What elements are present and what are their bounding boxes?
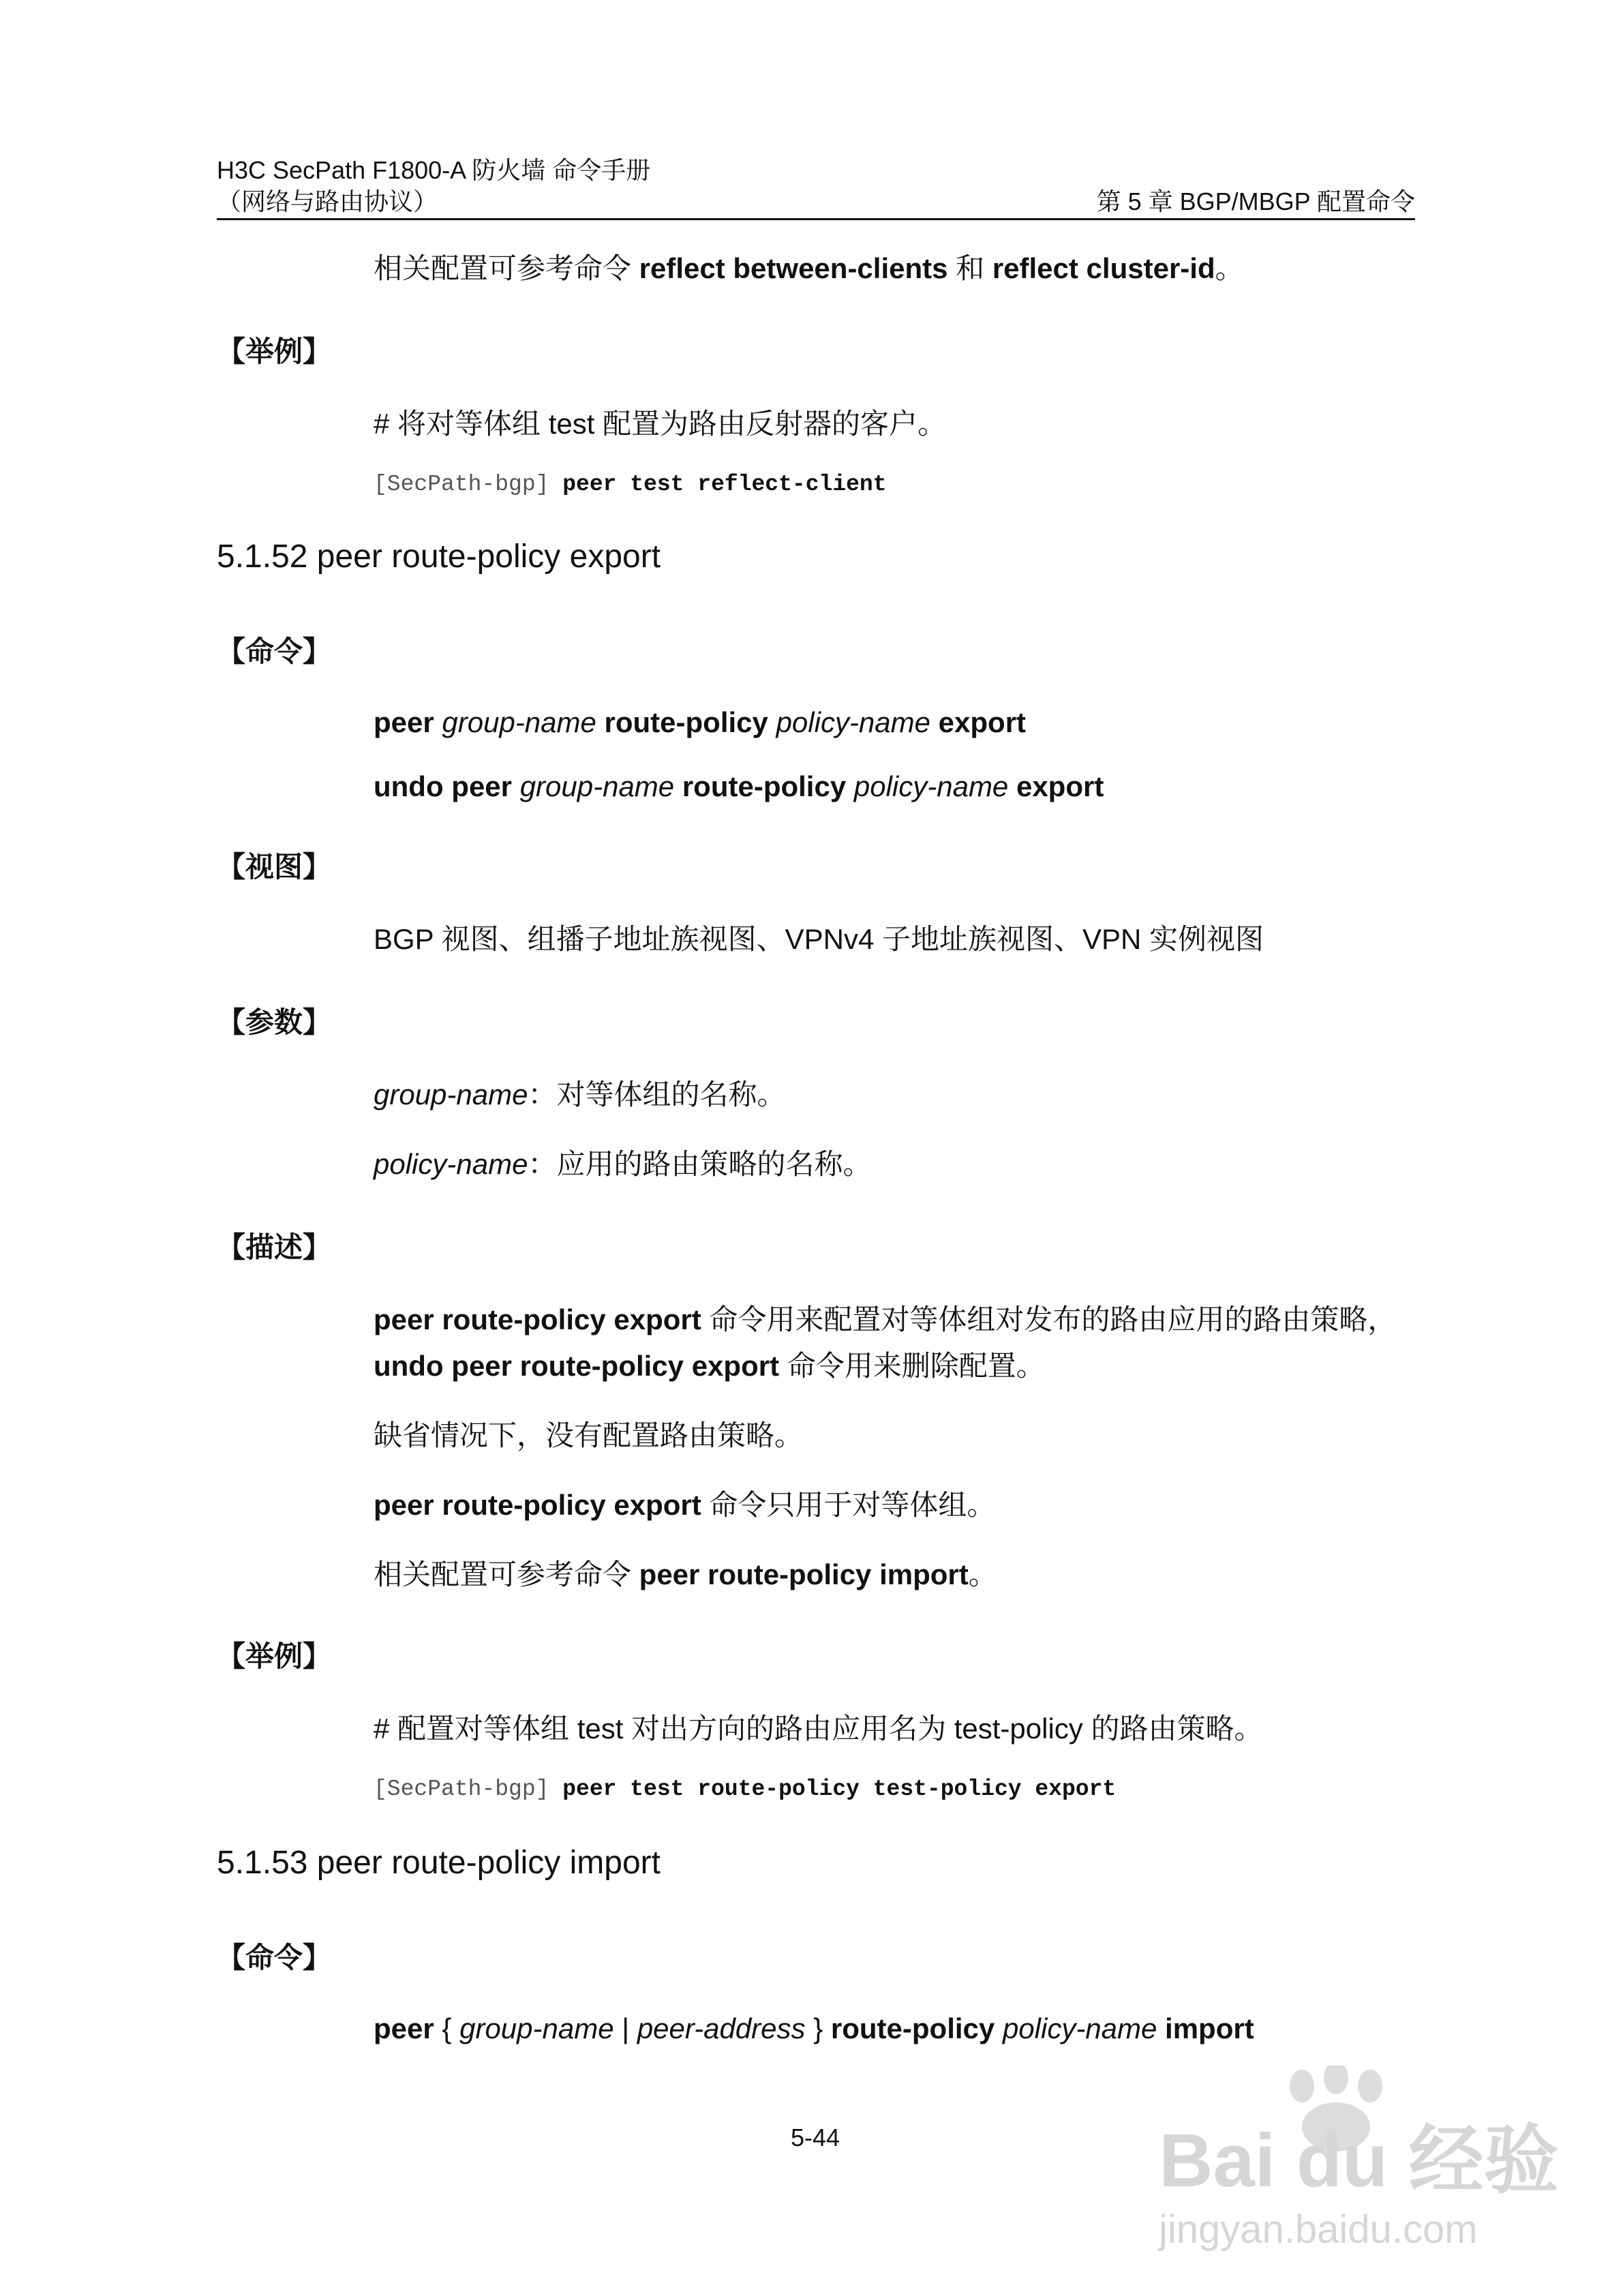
section-52-cmd-heading: 【命令】 (217, 635, 332, 667)
page-number: 5-44 (791, 2124, 840, 2151)
intro-suffix: 。 (1215, 252, 1244, 284)
syntax: | (613, 2012, 637, 2044)
arg: policy-name (776, 706, 930, 738)
section-53-title: 5.1.53 peer route-policy import (217, 1845, 661, 1881)
desc-text: 相关配置可参考命令 (374, 1558, 639, 1590)
kw: route-policy (604, 706, 768, 738)
section-52-view-heading: 【视图】 (217, 851, 332, 883)
code-prompt: [SecPath-bgp] (374, 472, 563, 497)
arg: group-name (442, 706, 596, 738)
param-policy-name (374, 1147, 871, 1182)
header-subtitle: （网络与路由协议） (217, 187, 438, 215)
kw: peer (374, 2012, 434, 2044)
arg: policy-name (853, 770, 1009, 802)
desc-cmd: peer route-policy export (374, 1489, 701, 1521)
kw: export (1016, 770, 1104, 802)
example1-desc: # 将对等体组 test 配置为路由反射器的客户。 (374, 408, 947, 440)
kw: route-policy (682, 770, 847, 802)
desc-text: 。 (968, 1558, 997, 1590)
desc-text: 命令只用于对等体组。 (701, 1489, 996, 1521)
section-52-example-heading: 【举例】 (217, 1640, 332, 1672)
desc-cmd: peer route-policy import (639, 1558, 969, 1590)
section-52-cmd-line1 (374, 705, 1026, 740)
param-desc: ：应用的路由策略的名称。 (528, 1148, 872, 1180)
section-52-example-code (374, 1775, 1116, 1804)
watermark-url: jingyan.baidu.com (1159, 2207, 1478, 2252)
param-name: group-name (374, 1078, 528, 1111)
kw: peer (374, 706, 434, 738)
section-52-cmd-line2 (374, 769, 1104, 804)
kw: import (1165, 2012, 1254, 2044)
desc-cmd: peer route-policy export (374, 1303, 701, 1335)
header-rule (217, 218, 1415, 220)
arg: peer-address (637, 2012, 806, 2044)
desc-line2 (374, 1348, 1045, 1384)
section-53-cmd-heading: 【命令】 (217, 1942, 332, 1974)
kw: route-policy (830, 2012, 995, 2044)
desc-default: 缺省情况下，没有配置路由策略。 (374, 1419, 804, 1451)
intro-line (374, 251, 1244, 286)
arg: group-name (519, 770, 675, 802)
arg: policy-name (1002, 2012, 1157, 2044)
intro-prefix: 相关配置可参考命令 (374, 252, 639, 284)
syntax: { (434, 2012, 460, 2044)
kw: export (938, 706, 1027, 738)
desc-ref (374, 1557, 997, 1592)
param-name: policy-name (374, 1148, 528, 1180)
section-52-param-heading: 【参数】 (217, 1006, 332, 1038)
param-group-name (374, 1077, 785, 1113)
code-command: peer test reflect-client (562, 472, 887, 497)
intro-cmd1: reflect between-clients (639, 252, 948, 284)
section-52-view-text: BGP 视图、组播子地址族视图、VPNv4 子地址族视图、VPN 实例视图 (374, 923, 1264, 955)
desc-cmd: undo peer route-policy export (374, 1350, 780, 1382)
section-52-desc-heading: 【描述】 (217, 1231, 332, 1263)
kw: undo peer (374, 770, 513, 802)
watermark-brand: Bai du 经验 (1159, 2119, 1559, 2203)
code-prompt: [SecPath-bgp] (374, 1777, 563, 1802)
code-command: peer test route-policy test-policy export (562, 1777, 1117, 1802)
section-53-cmd-line (374, 2011, 1254, 2046)
section-52-title: 5.1.52 peer route-policy export (217, 539, 661, 575)
desc-text: 命令用来配置对等体组对发布的路由应用的路由策略， (701, 1303, 1397, 1335)
intro-cmd2: reflect cluster-id (992, 252, 1215, 284)
example1-code (374, 470, 887, 499)
param-desc: ：对等体组的名称。 (528, 1078, 786, 1111)
section-52-example-desc: # 配置对等体组 test 对出方向的路由应用名为 test-policy 的路由策略。 (374, 1712, 1263, 1744)
arg: group-name (459, 2012, 614, 2044)
desc-only (374, 1487, 995, 1523)
desc-line1 (374, 1302, 1396, 1338)
header-title: H3C SecPath F1800-A 防火墙 命令手册 (217, 156, 651, 184)
example1-heading: 【举例】 (217, 335, 332, 367)
intro-mid: 和 (947, 252, 992, 284)
syntax: } (805, 2012, 831, 2044)
header-chapter: 第 5 章 BGP/MBGP 配置命令 (1096, 187, 1415, 215)
desc-text: 命令用来删除配置。 (779, 1350, 1045, 1382)
